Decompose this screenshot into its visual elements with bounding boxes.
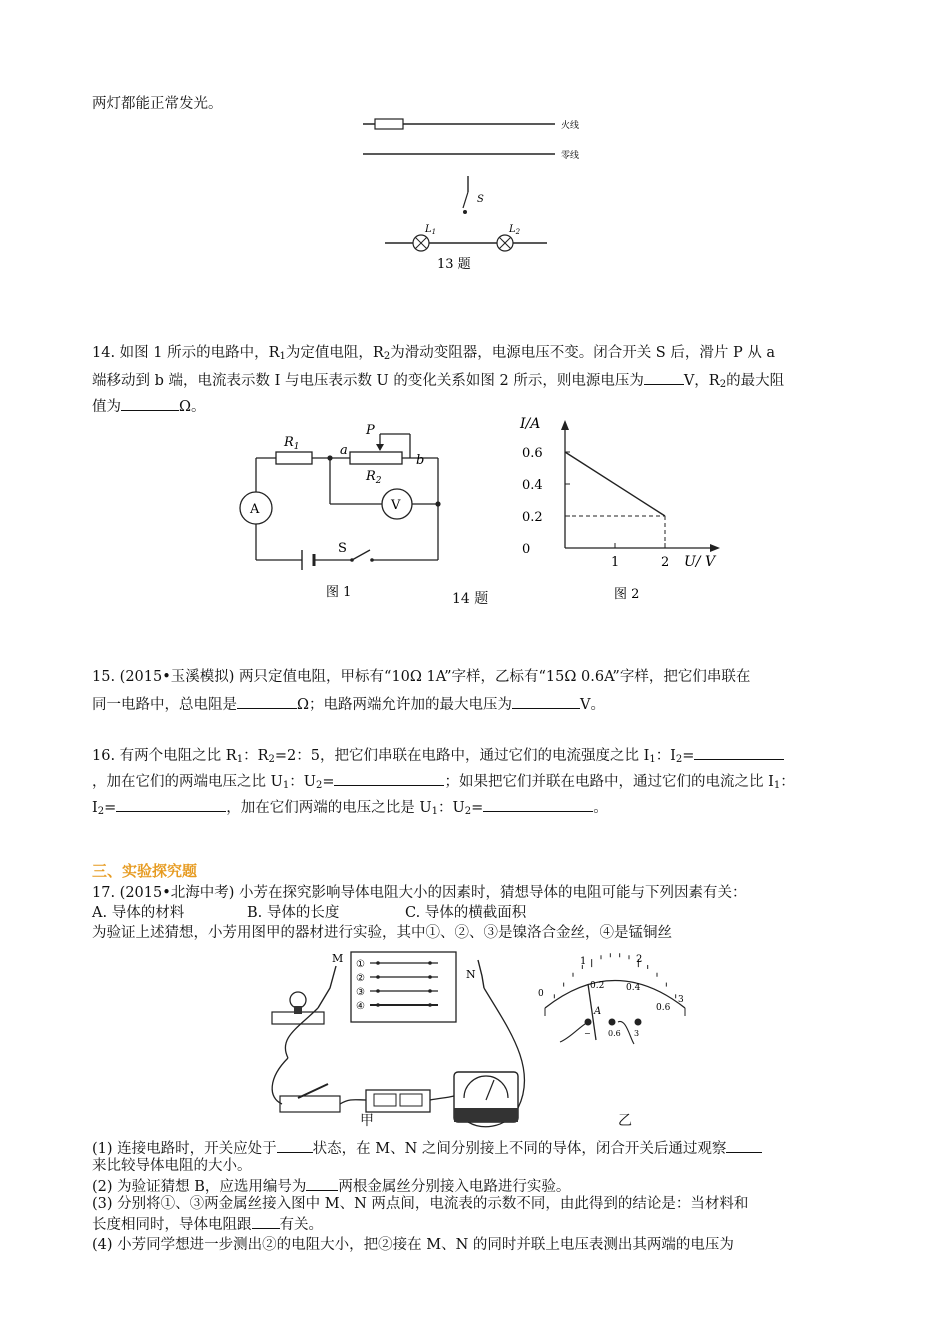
point-b-label: b xyxy=(416,453,425,468)
y-tick-label: 0.2 xyxy=(522,510,543,525)
dial-tick-label: 0.4 xyxy=(626,983,641,993)
r2-label: R xyxy=(366,469,376,484)
switch-symbol xyxy=(463,192,468,208)
m-label: M xyxy=(332,952,344,965)
q17-sub4: (4) 小芳同学想进一步测出②的电阻大小，把②接在 M、N 的同时并联上电压表测出其两端的电压为 xyxy=(92,1237,734,1253)
meter-terminal xyxy=(635,1019,642,1026)
q14-answer-voltage[interactable] xyxy=(644,370,684,385)
n-label: N xyxy=(466,968,476,981)
y-axis-arrow xyxy=(561,420,569,430)
dial-top-label: 1 xyxy=(580,956,587,967)
bulb-icon xyxy=(290,992,306,1008)
meter-terminal-label: 0.6 xyxy=(608,1029,621,1038)
wire-terminal xyxy=(428,1003,432,1007)
switch-s-symbol xyxy=(352,550,370,560)
meter-terminal-label: − xyxy=(584,1029,591,1038)
fuse-symbol xyxy=(375,119,403,129)
q17-sub2: (2) 为验证猜想 B，应选用编号为 两根金属丝分别接入电路进行实验。 xyxy=(92,1176,570,1196)
dial-tick-label: 0.2 xyxy=(590,981,605,991)
neutral-wire-label: 零线 xyxy=(561,151,580,161)
y-tick-label: 0 xyxy=(522,542,531,557)
q16-line2: ，加在它们的两端电压之比 $U_1$：$U_2=$ ；如果把它们并联在电路中，通过它们的电流之比 $I_1$： xyxy=(92,771,795,795)
wire-terminal xyxy=(428,975,432,979)
lamp-l1-symbol xyxy=(413,235,429,251)
q17-answer-wire-numbers[interactable] xyxy=(306,1176,338,1191)
series-line xyxy=(565,452,665,516)
voltmeter-label: V xyxy=(391,498,401,513)
q16-answer-current-series[interactable] xyxy=(694,745,784,760)
intro-text: 两灯都能正常发光。 xyxy=(92,96,223,112)
x-tick-label: 2 xyxy=(661,555,670,570)
q14-line1: 14. 如图 1 所示的电路中，$R_1$为定值电阻，$R_2$为滑动变阻器，电源电压不变。闭合开关 S 后，滑片 P 从 a xyxy=(92,345,776,362)
q15-answer-max-voltage[interactable] xyxy=(512,694,580,709)
figure-14-circuit xyxy=(230,420,460,605)
q14-line2: 端移动到 b 端，电流表示数 I 与电压表示数 U 的变化关系如图 2 所示，则电源电压为 V，$R_2$的最大阻 xyxy=(92,370,784,394)
meter-terminal-label: 3 xyxy=(634,1029,640,1038)
wire-terminal xyxy=(376,975,380,979)
figure-13-circuit xyxy=(355,108,615,278)
y-tick-label: 0.4 xyxy=(522,478,543,493)
svg-text:L1: $L_1$ xyxy=(425,224,437,236)
svg-text:R2: $R_2$ xyxy=(366,469,382,486)
wire-terminal xyxy=(428,961,432,965)
dial-tick-label: 0.6 xyxy=(656,1003,671,1013)
q15-answer-total-resistance[interactable] xyxy=(237,694,297,709)
point-a-label: a xyxy=(340,443,348,458)
r1-resistor xyxy=(276,452,312,464)
wire-terminal xyxy=(376,961,380,965)
q17-answer-switch-state[interactable] xyxy=(277,1138,313,1153)
q17-option-a: A. 导体的材料 xyxy=(92,905,185,921)
wire-mark: ④ xyxy=(356,1001,365,1012)
fire-wire-label: 火线 xyxy=(561,121,580,131)
q17-option-b: B. 导体的长度 xyxy=(247,905,340,921)
q17-sub3-line1: (3) 分别将①、③两金属丝接入图中 M、N 两点间，电流表的示数不同，由此得到的结论是：当材料和 xyxy=(92,1196,749,1212)
figure-jia-caption: 甲 xyxy=(360,1113,374,1129)
wire-terminal xyxy=(376,989,380,993)
wire-mark: ② xyxy=(356,973,365,984)
q17-line3: 为验证上述猜想，小芳用图甲的器材进行实验，其中①、②、③是镍洛合金丝，④是锰铜丝 xyxy=(92,925,672,941)
q14-line3: 值为 Ω。 xyxy=(92,396,206,416)
wire-terminal xyxy=(428,989,432,993)
y-tick-label: 0.6 xyxy=(522,446,543,461)
switch-label: S xyxy=(477,194,484,205)
y-axis-label: I/A xyxy=(520,416,541,432)
q15-line1: 15. (2015•玉溪模拟) 两只定值电阻，甲标有“10Ω 1A”字样，乙标有“15Ω 0.6A”字样，把它们串联在 xyxy=(92,669,751,685)
q15-line2: 同一电路中，总电阻是 Ω；电路两端允许加的最大电压为 V。 xyxy=(92,694,605,714)
q17-answer-observe[interactable] xyxy=(726,1138,762,1153)
q16-answer-current-parallel[interactable] xyxy=(116,797,226,812)
x-axis-label: U/ V xyxy=(684,554,716,570)
figure-14-graph xyxy=(510,410,735,605)
wire-mark: ① xyxy=(356,959,365,970)
q16-answer-voltage-parallel[interactable] xyxy=(483,797,593,812)
dial-top-label: 2 xyxy=(636,954,643,965)
dial-tick-label: 0 xyxy=(538,989,544,999)
r2-rheostat xyxy=(350,452,402,464)
figure-17-apparatus xyxy=(258,948,548,1138)
r1-label: R xyxy=(284,435,294,450)
q17-option-c: C. 导体的横截面积 xyxy=(405,905,527,921)
switch-s-label: S xyxy=(338,541,347,556)
figure-2-caption: 图 2 xyxy=(614,587,640,602)
q17-answer-factor[interactable] xyxy=(252,1214,280,1229)
meter-terminal xyxy=(609,1019,616,1026)
slider-p-label: P xyxy=(366,423,375,438)
q16-line1: 16. 有两个电阻之比 $R_1$：$R_2=2$：5，把它们串联在电路中，通过它们的电流强度之比 $I_1$：$I_2=$ xyxy=(92,745,784,769)
x-tick-label: 1 xyxy=(611,555,620,570)
figure-14-caption: 14 题 xyxy=(452,591,489,607)
figure-yi-caption: 乙 xyxy=(618,1113,632,1129)
switch-board xyxy=(280,1096,340,1112)
q17-sub1-line1: (1) 连接电路时，开关应处于 状态，在 M、N 之间分别接上不同的导体，闭合开关后通过观察 xyxy=(92,1138,762,1158)
q14-answer-resistance[interactable] xyxy=(121,396,179,411)
figure-17-meter-dial xyxy=(530,948,700,1068)
lamp-l2-label: L xyxy=(509,224,516,235)
section-title: 三、实验探究题 xyxy=(92,862,198,880)
ammeter-label: A xyxy=(250,502,260,517)
q17-line1: 17. (2015•北海中考) 小芳在探究影响导体电阻大小的因素时，猜想导体的电阻可能与下列因素有关： xyxy=(92,885,747,901)
lamp-l1-label: L xyxy=(425,224,432,235)
lamp-l2-symbol xyxy=(497,235,513,251)
svg-text:R1: $R_1$ xyxy=(284,435,300,452)
dial-tick-label: 3 xyxy=(678,995,684,1005)
figure-1-caption: 图 1 xyxy=(326,585,352,600)
figure-13-caption: 13 题 xyxy=(437,257,471,272)
q16-answer-voltage-series[interactable] xyxy=(334,771,444,786)
q17-sub1-line2: 来比较导体电阻的大小。 xyxy=(92,1158,252,1174)
wire-mark: ③ xyxy=(356,987,365,998)
x-axis-arrow xyxy=(710,544,720,552)
q17-sub3-line2: 长度相同时，导体电阻跟 有关。 xyxy=(92,1214,323,1234)
wire-terminal xyxy=(376,1003,380,1007)
dial-unit-label: A xyxy=(594,1006,602,1017)
svg-text:L2: $L_2$ xyxy=(509,224,521,236)
q16-line3: $I_2=$ ，加在它们两端的电压之比是 $U_1$：$U_2=$ 。 xyxy=(92,797,608,821)
